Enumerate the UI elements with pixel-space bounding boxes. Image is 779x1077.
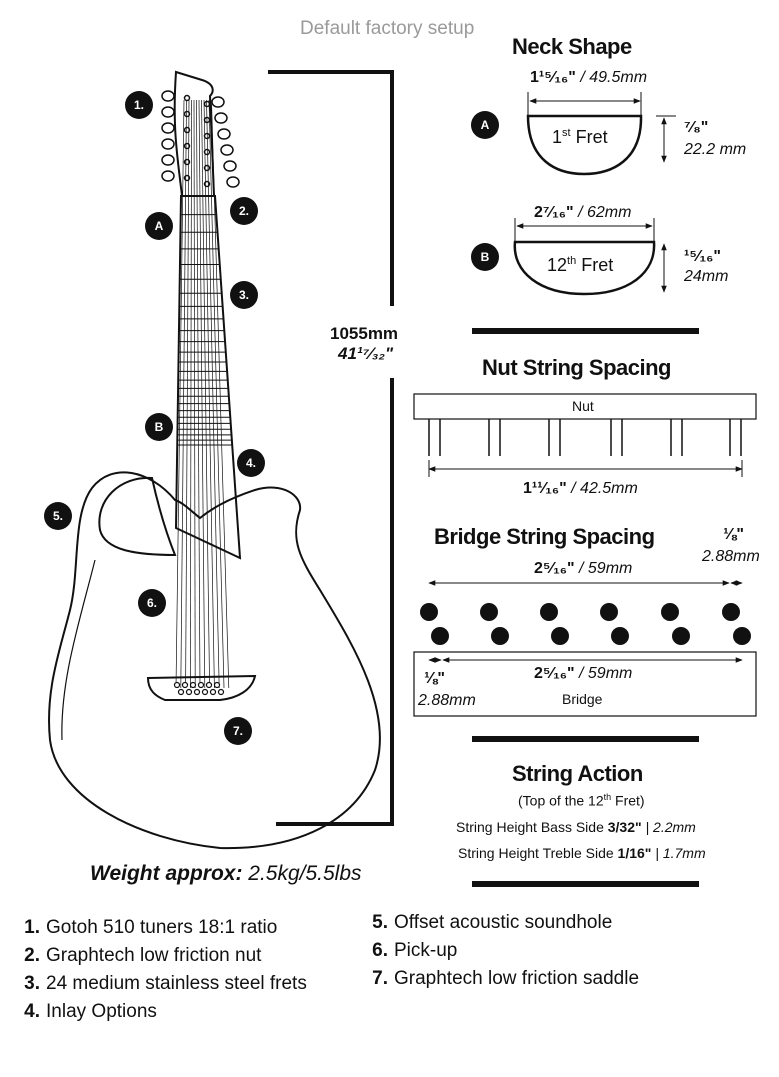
string-line: [212, 100, 229, 688]
neck-b-depth-mm: 24mm: [684, 268, 729, 285]
neck-a-depth-in: ⁷⁄₈": [684, 119, 709, 136]
divider-2: [472, 736, 699, 742]
tuner-peg: [227, 177, 239, 187]
treble-height: [458, 845, 706, 861]
tuner-peg: [224, 161, 236, 171]
point-a: A: [145, 212, 173, 240]
neck-b-depth-in: ¹⁵⁄₁₆": [684, 248, 721, 265]
nut-strings: [429, 419, 741, 456]
legend-text: Graphtech low friction nut: [46, 945, 262, 966]
legend-num: 4.: [24, 1001, 40, 1022]
neck-b-width-in: 2⁷⁄₁₆": [534, 204, 574, 221]
bridge-pins: [175, 683, 224, 695]
bridge-bottom-width-in: 2⁵⁄₁₆": [534, 665, 575, 682]
bridge-top-width-mm: / 59mm: [574, 560, 633, 577]
legend-text: 24 medium stainless steel frets: [46, 973, 307, 994]
fingerboard: [176, 196, 240, 558]
nut-label: Nut: [572, 398, 594, 414]
bridge-pin: [219, 690, 224, 695]
ball-end: [611, 627, 629, 645]
bass-height-label: String Height Bass Side: [456, 819, 608, 835]
string-line: [199, 100, 205, 688]
ball-end: [431, 627, 449, 645]
ball-end: [722, 603, 740, 621]
bridge-string-pairs: [420, 600, 751, 652]
bridge-top-width-in: 2⁵⁄₁₆": [534, 560, 575, 577]
ball-end: [600, 603, 618, 621]
subtitle-a: (Top of the 12: [518, 792, 604, 809]
ball-end: [420, 603, 438, 621]
callout-7: 7.: [224, 717, 252, 745]
legend-num: 2.: [24, 945, 40, 966]
bass-height: [456, 819, 696, 835]
tuner-peg: [162, 107, 174, 117]
legend-item-2: [18, 945, 261, 967]
bridge-left-in: ⅛": [424, 670, 445, 687]
legend-item-1: [18, 917, 277, 939]
nut-width-mm: / 42.5mm: [566, 480, 638, 497]
tuner-peg: [162, 155, 174, 165]
neck-a-fret-label: [552, 127, 608, 148]
tuner-peg: [162, 171, 174, 181]
guitar-body: [49, 472, 380, 848]
neck-a-fret-word: Fret: [570, 127, 608, 147]
bridge-label: Bridge: [562, 691, 603, 707]
ball-end: [480, 603, 498, 621]
legend-text: Gotoh 510 tuners 18:1 ratio: [46, 917, 278, 938]
strings: [176, 100, 229, 688]
neck-shape-title: Neck Shape: [512, 34, 632, 59]
ball-end: [733, 627, 751, 645]
neck-a-width-mm: / 49.5mm: [575, 69, 648, 86]
neck-a-depth-mm: 22.2 mm: [684, 141, 747, 158]
callout-4: 4.: [237, 449, 265, 477]
divider-3: [472, 881, 699, 887]
bridge-pin: [187, 690, 192, 695]
neck-b-badge: B: [471, 243, 499, 271]
nut-width: [523, 480, 638, 498]
bridge-pin: [195, 690, 200, 695]
callout-3: 3.: [230, 281, 258, 309]
tuner-peg: [162, 91, 174, 101]
body-inner-line: [62, 560, 95, 740]
legend-num: 1.: [24, 917, 40, 938]
point-b: B: [145, 413, 173, 441]
legend-num: 5.: [372, 912, 388, 933]
neck-b-fret-sup: th: [567, 255, 577, 267]
neck-b-fret-label: [547, 255, 613, 276]
neck-a-width: [530, 69, 647, 87]
tuner-peg: [162, 123, 174, 133]
bridge-pin: [199, 683, 204, 688]
weight-label: Weight approx:: [90, 862, 243, 885]
bridge-pair-mm: 2.88mm: [702, 548, 760, 565]
bridge-pin: [175, 683, 180, 688]
treble-height-label: String Height Treble Side: [458, 845, 618, 861]
legend-num: 6.: [372, 940, 388, 961]
string-line: [197, 100, 201, 688]
legend-text: Offset acoustic soundhole: [394, 912, 613, 933]
divider-1: [472, 328, 699, 334]
legend-item-5: [366, 912, 612, 934]
legend-item-6: [366, 940, 457, 962]
callout-1: 1.: [125, 91, 153, 119]
legend-num: 3.: [24, 973, 40, 994]
subtitle-sup: th: [603, 792, 612, 802]
treble-height-in: 1/16": [617, 845, 652, 861]
ball-end: [491, 627, 509, 645]
subtitle-b: Fret): [611, 792, 645, 809]
nut-spacing-title: Nut String Spacing: [482, 355, 671, 380]
callout-6: 6.: [138, 589, 166, 617]
string-line: [194, 100, 195, 688]
neck-a-width-in: 1¹⁵⁄₁₆": [530, 69, 576, 86]
tuner-peg: [162, 139, 174, 149]
bridge-bottom-width: [534, 665, 632, 683]
tuner-peg: [212, 97, 224, 107]
bridge-pin: [179, 690, 184, 695]
scale-bracket: [268, 72, 392, 824]
nut-width-in: 1¹¹⁄₁₆": [523, 480, 567, 497]
tuner-peg: [221, 145, 233, 155]
bridge-pin: [203, 690, 208, 695]
bridge-pin: [191, 683, 196, 688]
neck-b-width-mm: / 62mm: [573, 204, 632, 221]
ball-end: [551, 627, 569, 645]
bridge-pair-in: ⅛": [723, 526, 744, 543]
bridge-pin: [215, 683, 220, 688]
bass-height-in: 3/32": [607, 819, 642, 835]
string-line: [186, 100, 189, 688]
legend-text: Inlay Options: [46, 1001, 157, 1022]
neck-b-width: [534, 204, 631, 222]
ball-end: [661, 603, 679, 621]
legend-item-3: [18, 973, 307, 995]
string-line: [209, 100, 224, 688]
tuner-peg: [215, 113, 227, 123]
neck-b-fret-word: Fret: [576, 255, 614, 275]
legend-item-7: [366, 968, 639, 990]
legend-item-4: [18, 1001, 157, 1023]
bridge-pin: [207, 683, 212, 688]
neck-b-fret-num: 12: [547, 255, 568, 275]
bridge-bottom-width-mm: / 59mm: [574, 665, 633, 682]
legend-num: 7.: [372, 968, 388, 989]
neck-a-badge: A: [471, 111, 499, 139]
tuner-peg: [218, 129, 230, 139]
legend-text: Graphtech low friction saddle: [394, 968, 640, 989]
tuners: [162, 91, 239, 187]
setup-caption: Default factory setup: [300, 18, 475, 39]
callout-2: 2.: [230, 197, 258, 225]
ball-end: [540, 603, 558, 621]
bridge-left-mm: 2.88mm: [418, 692, 476, 709]
bridge-top-width: [534, 560, 632, 578]
bridge-spacing-title: Bridge String Spacing: [434, 524, 655, 549]
weight: [90, 862, 362, 886]
scale-length-in: 41¹⁷⁄₃₂": [338, 344, 394, 363]
bridge-pin: [183, 683, 188, 688]
ball-end: [672, 627, 690, 645]
tuner-post: [185, 96, 190, 101]
treble-height-mm: | 1.7mm: [651, 845, 706, 861]
scale-length-mm: 1055mm: [330, 324, 399, 343]
string-line: [190, 100, 191, 688]
neck-a-fret-num: 1: [552, 127, 563, 147]
neck-a-fret-sup: st: [562, 127, 571, 139]
bridge-pin: [211, 690, 216, 695]
legend-text: Pick-up: [394, 940, 458, 961]
string-action-subtitle: [518, 792, 645, 809]
string-action-title: String Action: [512, 761, 643, 786]
weight-value: 2.5kg/5.5lbs: [242, 862, 362, 885]
callout-5: 5.: [44, 502, 72, 530]
bass-height-mm: | 2.2mm: [641, 819, 696, 835]
